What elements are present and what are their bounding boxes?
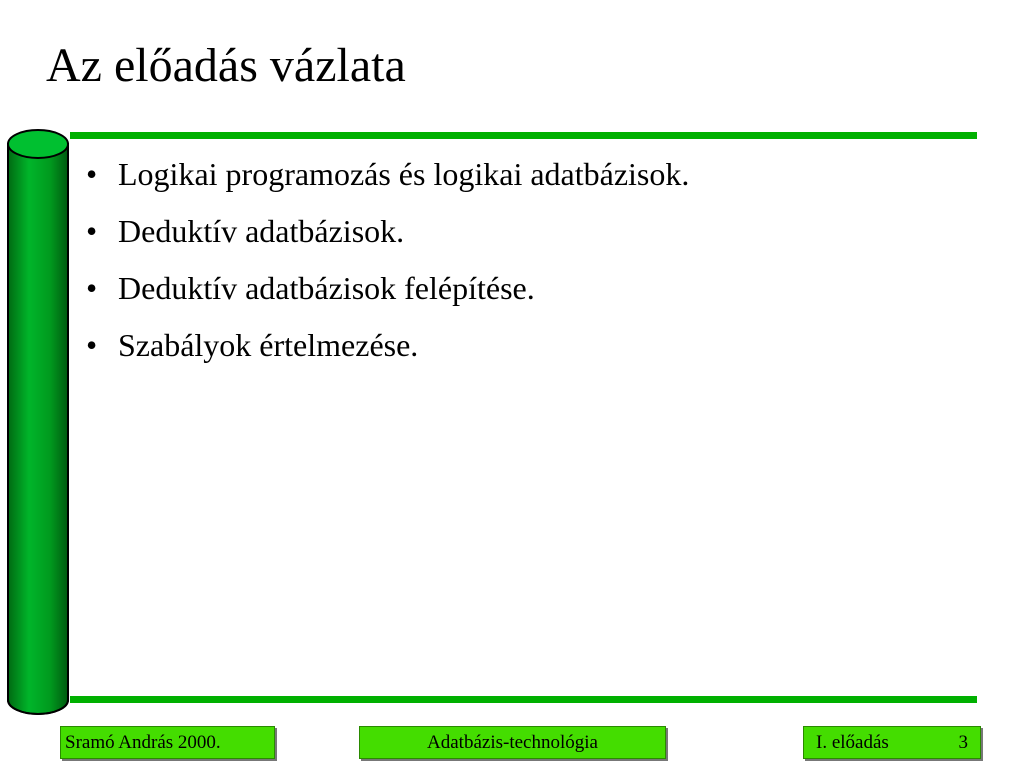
bullet-icon: •	[86, 270, 98, 306]
footer-lecture-box	[803, 726, 981, 759]
bullet-text: Deduktív adatbázisok felépítése.	[118, 270, 535, 306]
list-item	[80, 213, 689, 249]
bottom-divider-rule	[70, 696, 977, 703]
footer-course-title: Adatbázis-technológia	[427, 732, 598, 753]
footer-course-box	[359, 726, 666, 759]
list-item	[80, 156, 689, 192]
bullet-icon: •	[86, 327, 98, 363]
slide-title: Az előadás vázlata	[46, 39, 406, 92]
bullet-text: Szabályok értelmezése.	[118, 327, 419, 363]
footer-author: Sramó András 2000.	[65, 732, 221, 753]
page-number: 3	[958, 732, 968, 753]
list-item	[80, 270, 689, 306]
bullet-icon: •	[86, 156, 98, 192]
top-divider-rule	[70, 132, 977, 139]
green-pillar-decoration	[0, 0, 80, 720]
bullet-icon: •	[86, 213, 98, 249]
list-item	[80, 327, 689, 363]
footer-author-box	[60, 726, 275, 759]
bullet-list	[80, 156, 689, 384]
bullet-text: Logikai programozás és logikai adatbázisok.	[118, 156, 690, 192]
bullet-text: Deduktív adatbázisok.	[118, 213, 405, 249]
footer-lecture-label: I. előadás	[816, 732, 889, 753]
